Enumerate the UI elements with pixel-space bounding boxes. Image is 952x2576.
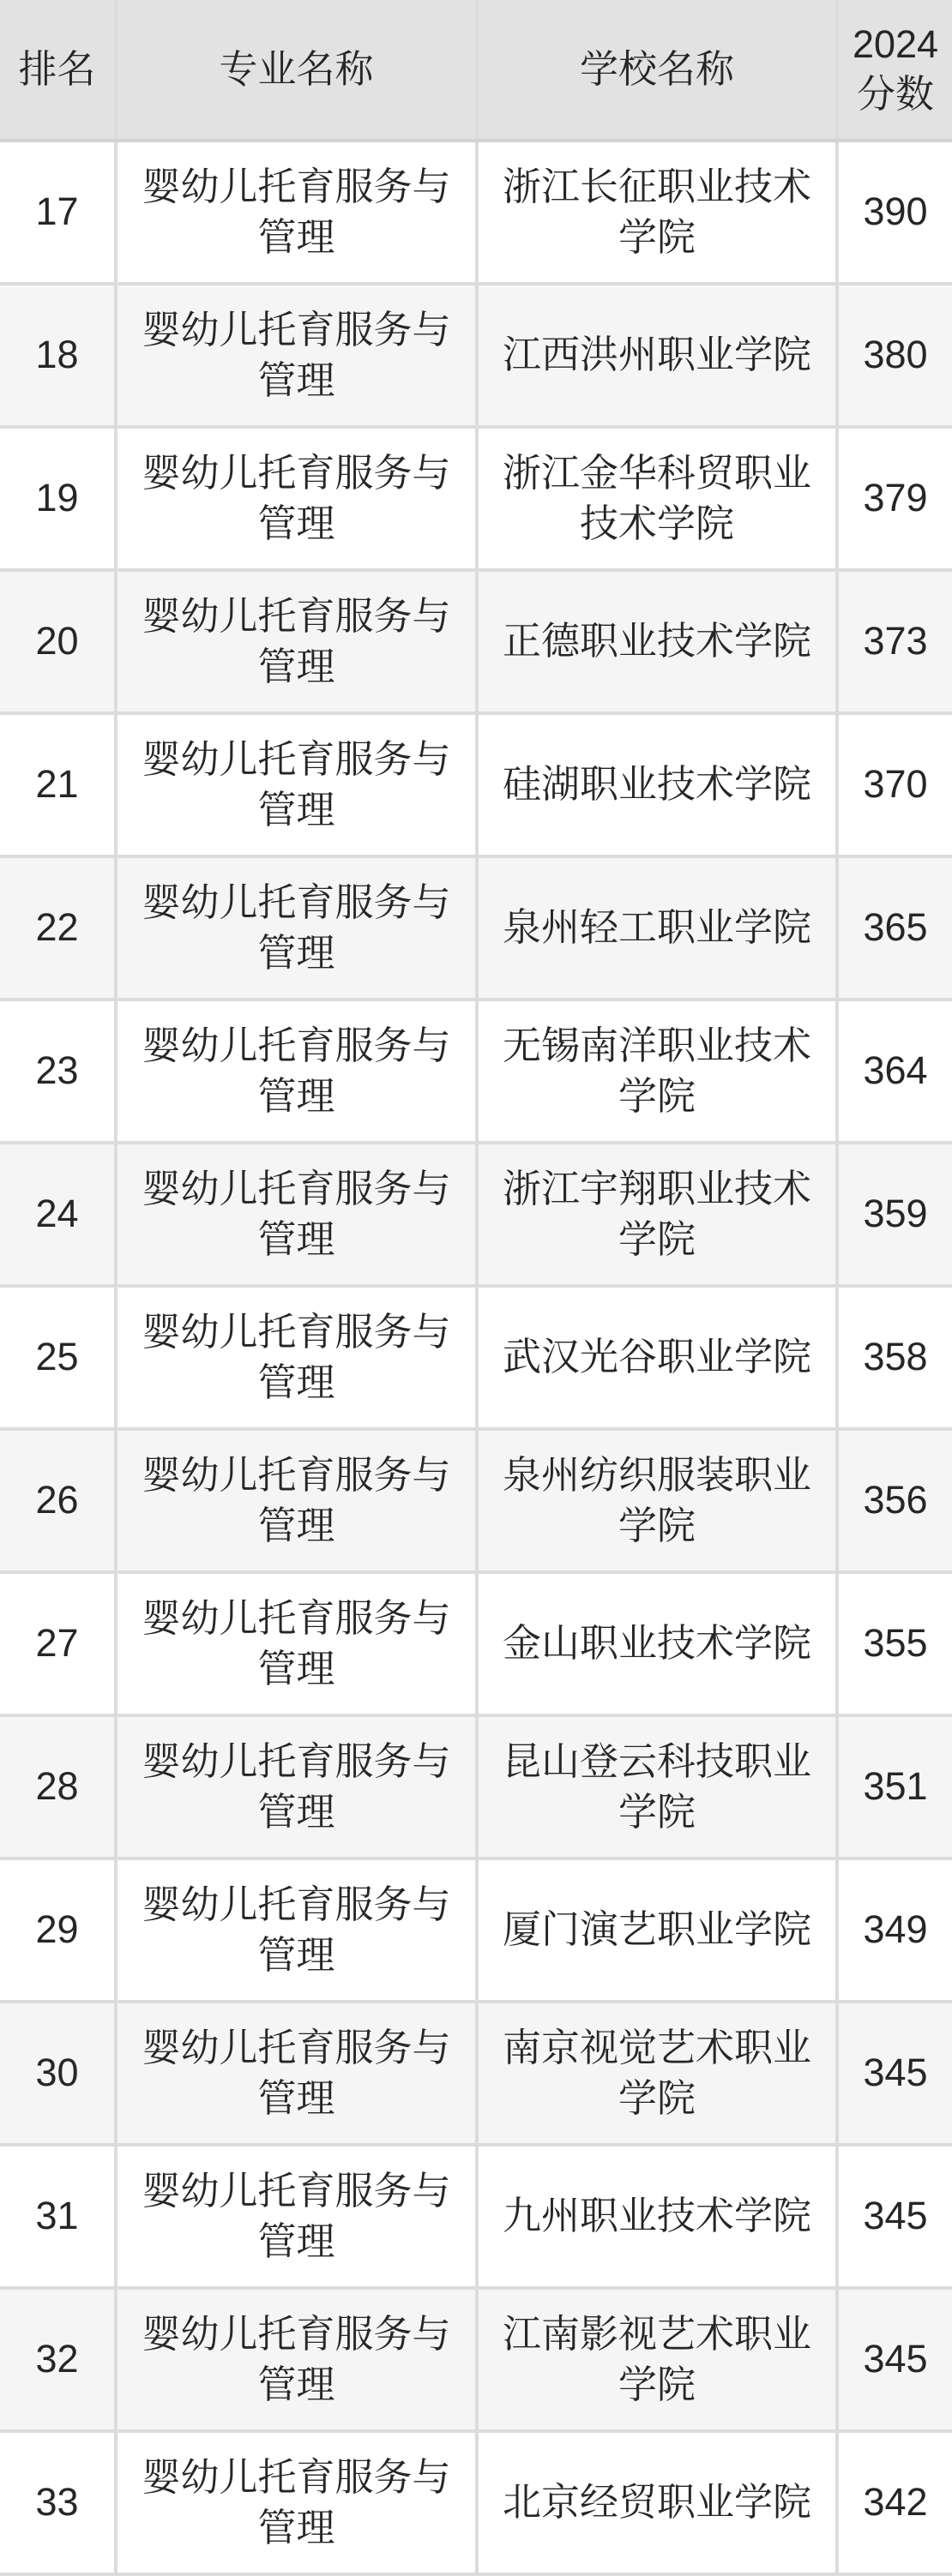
major-cell: 婴幼儿托育服务与管理 — [116, 2145, 477, 2288]
rank-cell: 30 — [0, 2002, 116, 2145]
rank-cell: 21 — [0, 713, 116, 856]
table-row — [0, 2431, 952, 2574]
major-cell: 婴幼儿托育服务与管理 — [116, 2288, 477, 2431]
school-cell: 北京经贸职业学院 — [477, 2431, 837, 2574]
rank-cell: 17 — [0, 141, 116, 284]
school-cell: 浙江长征职业技术学院 — [477, 141, 837, 284]
table-row — [0, 1143, 952, 1286]
school-cell: 泉州轻工职业学院 — [477, 856, 837, 1000]
score-cell: 370 — [837, 713, 952, 856]
major-cell: 婴幼儿托育服务与管理 — [116, 1143, 477, 1286]
table-row — [0, 1572, 952, 1715]
rank-cell: 32 — [0, 2288, 116, 2431]
score-cell: 359 — [837, 1143, 952, 1286]
table-row — [0, 427, 952, 570]
table-row — [0, 856, 952, 1000]
rank-cell: 33 — [0, 2431, 116, 2574]
major-cell: 婴幼儿托育服务与管理 — [116, 2431, 477, 2574]
score-cell: 355 — [837, 1572, 952, 1715]
table-row — [0, 2288, 952, 2431]
school-cell: 昆山登云科技职业学院 — [477, 1715, 837, 1858]
table-row — [0, 713, 952, 856]
table-row — [0, 1715, 952, 1858]
major-cell: 婴幼儿托育服务与管理 — [116, 1429, 477, 1572]
school-cell: 浙江宇翔职业技术学院 — [477, 1143, 837, 1286]
rank-cell: 25 — [0, 1286, 116, 1429]
score-cell: 364 — [837, 1000, 952, 1143]
rank-cell: 27 — [0, 1572, 116, 1715]
major-cell: 婴幼儿托育服务与管理 — [116, 1286, 477, 1429]
score-cell: 351 — [837, 1715, 952, 1858]
major-cell: 婴幼儿托育服务与管理 — [116, 284, 477, 427]
table-row — [0, 141, 952, 284]
score-cell: 379 — [837, 427, 952, 570]
score-cell: 373 — [837, 570, 952, 713]
school-cell: 武汉光谷职业学院 — [477, 1286, 837, 1429]
school-cell: 江西洪州职业学院 — [477, 284, 837, 427]
table-row — [0, 1429, 952, 1572]
school-cell: 硅湖职业技术学院 — [477, 713, 837, 856]
major-cell: 婴幼儿托育服务与管理 — [116, 2002, 477, 2145]
major-cell: 婴幼儿托育服务与管理 — [116, 1000, 477, 1143]
rank-cell: 28 — [0, 1715, 116, 1858]
score-cell: 345 — [837, 2288, 952, 2431]
major-cell: 婴幼儿托育服务与管理 — [116, 1858, 477, 2002]
header-rank: 排名 — [0, 0, 116, 141]
rank-cell: 29 — [0, 1858, 116, 2002]
rank-cell: 22 — [0, 856, 116, 1000]
score-cell: 345 — [837, 2145, 952, 2288]
rank-cell: 31 — [0, 2145, 116, 2288]
major-cell: 婴幼儿托育服务与管理 — [116, 141, 477, 284]
score-cell: 358 — [837, 1286, 952, 1429]
major-cell: 婴幼儿托育服务与管理 — [116, 570, 477, 713]
rank-cell: 24 — [0, 1143, 116, 1286]
score-cell: 356 — [837, 1429, 952, 1572]
table-row — [0, 1000, 952, 1143]
table-row — [0, 570, 952, 713]
rank-cell: 18 — [0, 284, 116, 427]
school-cell: 金山职业技术学院 — [477, 1572, 837, 1715]
school-cell: 九州职业技术学院 — [477, 2145, 837, 2288]
major-cell: 婴幼儿托育服务与管理 — [116, 427, 477, 570]
score-cell: 349 — [837, 1858, 952, 2002]
major-cell: 婴幼儿托育服务与管理 — [116, 856, 477, 1000]
score-cell: 390 — [837, 141, 952, 284]
table-body — [0, 141, 952, 2574]
school-cell: 南京视觉艺术职业学院 — [477, 2002, 837, 2145]
rank-cell: 26 — [0, 1429, 116, 1572]
school-cell: 浙江金华科贸职业技术学院 — [477, 427, 837, 570]
header-school: 学校名称 — [477, 0, 837, 141]
table-row — [0, 1286, 952, 1429]
score-cell: 380 — [837, 284, 952, 427]
score-cell: 342 — [837, 2431, 952, 2574]
table-row — [0, 1858, 952, 2002]
header-row — [0, 0, 952, 141]
rank-cell: 23 — [0, 1000, 116, 1143]
rank-cell: 19 — [0, 427, 116, 570]
header-major: 专业名称 — [116, 0, 477, 141]
major-cell: 婴幼儿托育服务与管理 — [116, 1715, 477, 1858]
school-cell: 正德职业技术学院 — [477, 570, 837, 713]
major-cell: 婴幼儿托育服务与管理 — [116, 713, 477, 856]
header-score: 2024分数 — [837, 0, 952, 141]
table-header — [0, 0, 952, 141]
table-row — [0, 284, 952, 427]
major-cell: 婴幼儿托育服务与管理 — [116, 1572, 477, 1715]
rank-cell: 20 — [0, 570, 116, 713]
school-cell: 无锡南洋职业技术学院 — [477, 1000, 837, 1143]
score-cell: 365 — [837, 856, 952, 1000]
school-cell: 泉州纺织服装职业学院 — [477, 1429, 837, 1572]
table-row — [0, 2145, 952, 2288]
score-cell: 345 — [837, 2002, 952, 2145]
school-cell: 厦门演艺职业学院 — [477, 1858, 837, 2002]
table-row — [0, 2002, 952, 2145]
school-cell: 江南影视艺术职业学院 — [477, 2288, 837, 2431]
